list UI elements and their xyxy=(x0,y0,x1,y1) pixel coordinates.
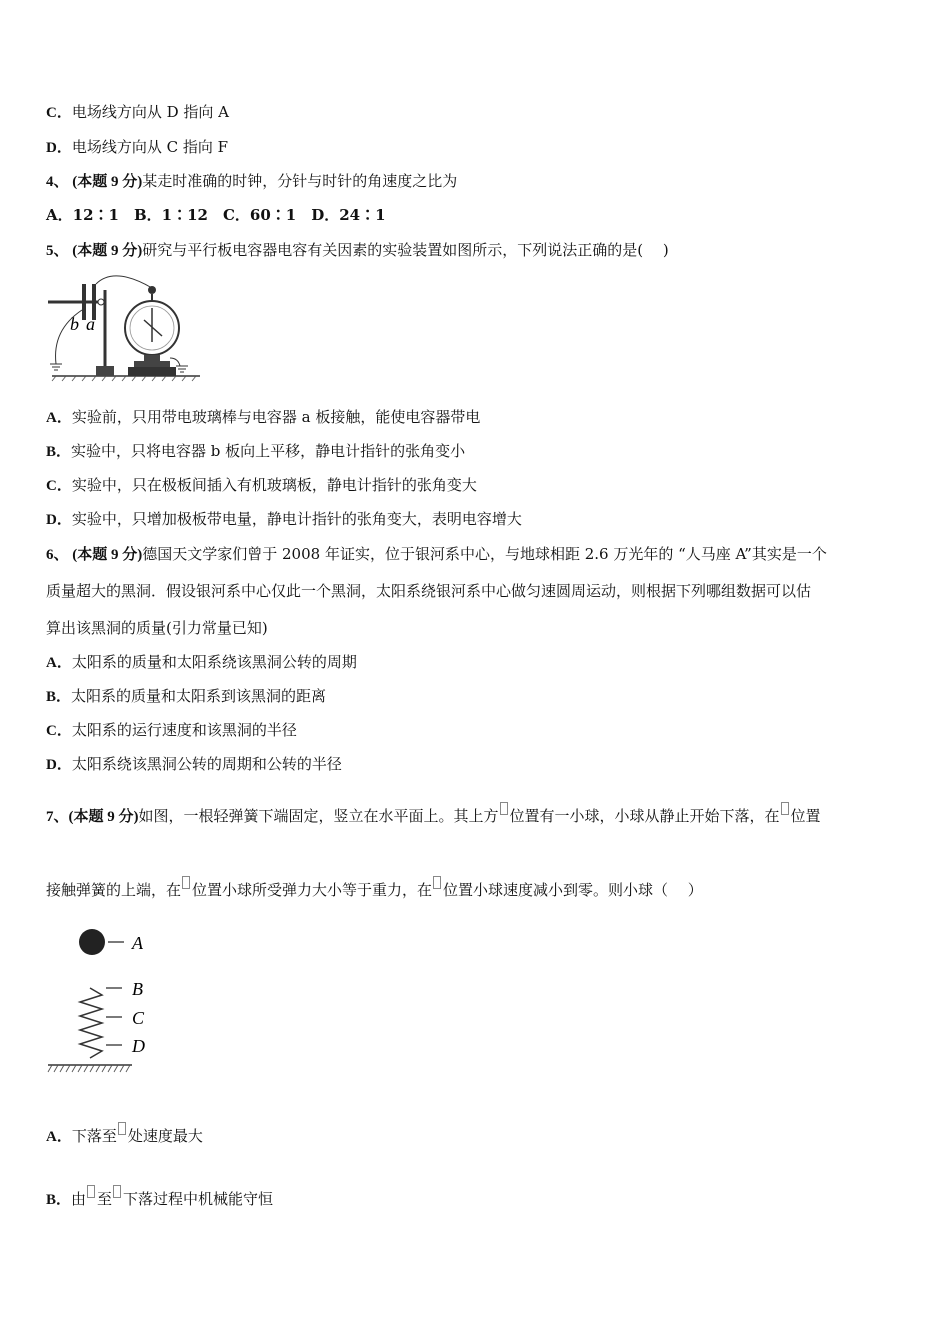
missing-glyph-box xyxy=(87,1185,95,1198)
question-7: 7、(本题 9 分)如图，一根轻弹簧下端固定，竖立在水平面上。其上方 位置有一小球，小球从静止开始下落，在 位置 xyxy=(46,802,821,827)
question-7-line2: 接触弹簧的上端，在 位置小球所受弹力大小等于重力，在 位置小球速度减小到零。则小球（ ） xyxy=(46,876,703,900)
question-6-line3: 算出该黑洞的质量(引力常量已知) xyxy=(46,619,268,637)
option-c-prev: C．电场线方向从 D 指向 A xyxy=(46,103,230,121)
question-6-line2: 质量超大的黑洞．假设银河系中心仅此一个黑洞，太阳系绕银河系中心做匀速圆周运动，则根据下列哪组数据可以估 xyxy=(46,582,812,600)
question-4: 4、 (本题 9 分)某走时准确的时钟，分针与时针的角速度之比为 xyxy=(46,172,458,190)
label-A: A xyxy=(132,933,143,953)
missing-glyph-box xyxy=(500,802,508,815)
label-b: b xyxy=(70,314,79,334)
plate-knob xyxy=(98,299,104,305)
missing-glyph-box xyxy=(781,802,789,815)
q6-option-a: A．太阳系的质量和太阳系绕该黑洞公转的周期 xyxy=(46,653,357,671)
q6-option-d: D．太阳系绕该黑洞公转的周期和公转的半径 xyxy=(46,755,342,773)
q7-option-a: A．下落至 处速度最大 xyxy=(46,1122,203,1147)
q5-option-c: C．实验中，只在极板间插入有机玻璃板，静电计指针的张角变大 xyxy=(46,476,477,494)
label-C: C xyxy=(132,1008,145,1028)
missing-glyph-box xyxy=(118,1122,126,1135)
connecting-wire xyxy=(96,276,152,288)
q6-option-c: C．太阳系的运行速度和该黑洞的半径 xyxy=(46,721,297,739)
label-a: a xyxy=(86,314,95,334)
electrometer-ball xyxy=(148,286,156,294)
electrometer-base xyxy=(128,367,176,376)
option-d-prev: D．电场线方向从 C 指向 F xyxy=(46,138,229,156)
q5-option-b: B．实验中，只将电容器 b 板向上平移，静电计指针的张角变小 xyxy=(46,442,466,460)
label-D: D xyxy=(132,1036,145,1056)
q5-option-a: A．实验前，只用带电玻璃棒与电容器 a 板接触，能使电容器带电 xyxy=(46,408,481,426)
ball xyxy=(79,929,105,955)
question-6: 6、 (本题 9 分)德国天文学家们曾于 2008 年证实，位于银河系中心，与地球相距 2.6 万光年的 “人马座 A”其实是一个 xyxy=(46,545,827,563)
stand-base xyxy=(96,366,114,376)
missing-glyph-box xyxy=(433,876,441,889)
missing-glyph-box xyxy=(113,1185,121,1198)
q7-option-b: B．由 至 下落过程中机械能守恒 xyxy=(46,1185,273,1210)
spring xyxy=(80,988,102,1058)
missing-glyph-box xyxy=(182,876,190,889)
capacitor-electrometer-figure xyxy=(44,270,204,382)
q6-option-b: B．太阳系的质量和太阳系到该黑洞的距离 xyxy=(46,687,327,705)
label-B: B xyxy=(132,979,143,999)
question-5: 5、 (本题 9 分)研究与平行板电容器电容有关因素的实验装置如图所示，下列说法正确的是( ) xyxy=(46,241,669,259)
spring-ball-figure xyxy=(44,922,164,1078)
electrometer-neck xyxy=(144,355,160,361)
q5-option-d: D．实验中，只增加极板带电量，静电计指针的张角变大，表明电容增大 xyxy=(46,510,522,528)
question-4-options: A．12∶1 B．1∶12 C．60∶1 D．24∶1 xyxy=(46,206,386,224)
